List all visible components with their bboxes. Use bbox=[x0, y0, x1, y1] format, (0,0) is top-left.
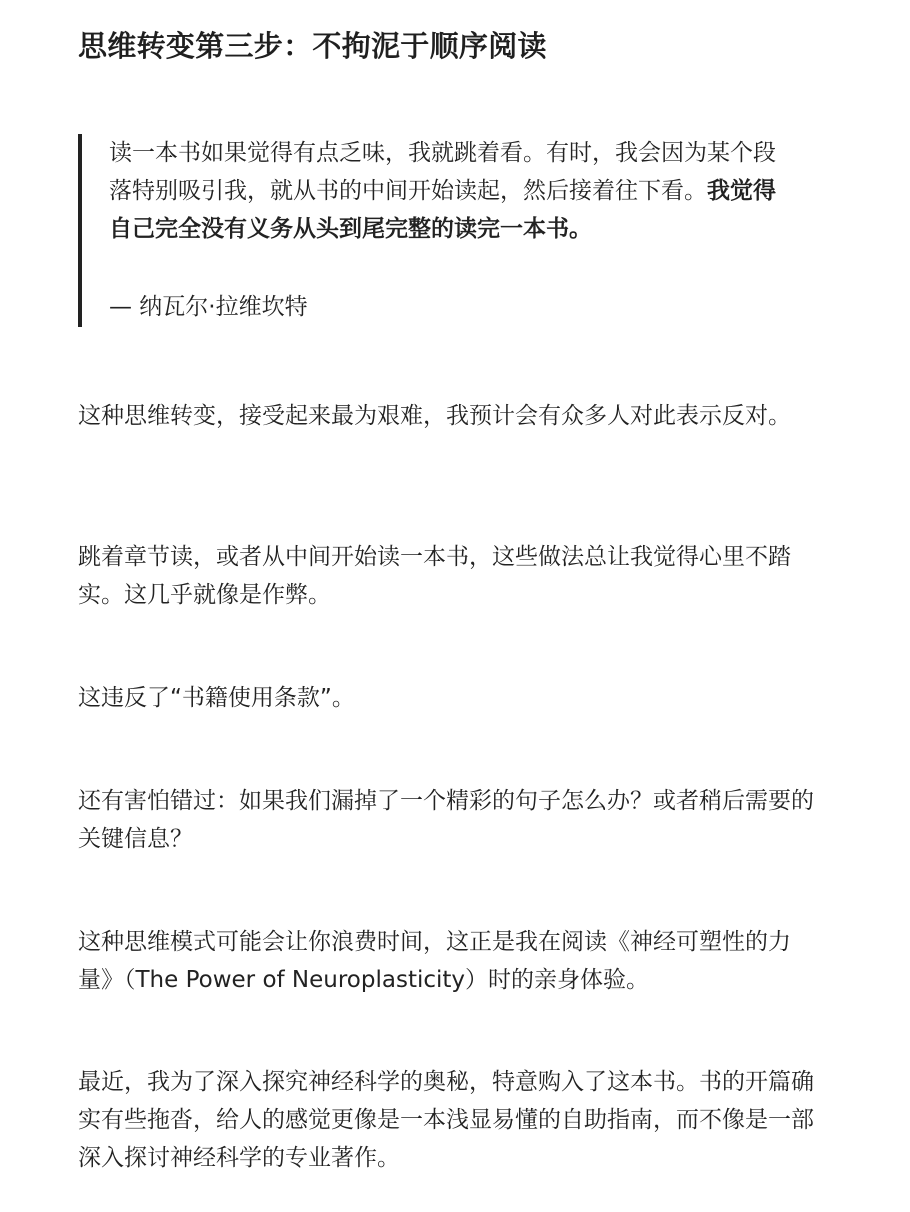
paragraph: 最近，我为了深入探究神经科学的奥秘，特意购入了这本书。书的开篇确实有些拖沓，给人的感觉更像是一本浅显易懂的自助指南，而不像是一部深入探讨神经科学的专业著作。 bbox=[78, 1069, 814, 1171]
quote-text bbox=[109, 134, 798, 248]
paragraph: 还有害怕错过：如果我们漏掉了一个精彩的句子怎么办？或者稍后需要的关键信息？ bbox=[78, 788, 814, 852]
paragraph: 这种思维模式可能会让你浪费时间，这正是我在阅读《神经可塑性的力量》（The Power of Neuroplasticity）时的亲身体验。 bbox=[78, 929, 791, 993]
quote-attribution: — 纳瓦尔·拉维坎特 bbox=[109, 294, 308, 320]
blockquote bbox=[78, 134, 798, 327]
article-title: 思维转变第三步：不拘泥于顺序阅读 bbox=[78, 29, 547, 63]
paragraph: 跳着章节读，或者从中间开始读一本书，这些做法总让我觉得心里不踏实。这几乎就像是作弊。 bbox=[78, 544, 791, 608]
paragraph: 这种思维转变，接受起来最为艰难，我预计会有众多人对此表示反对。 bbox=[78, 403, 791, 429]
paragraph: 这违反了“书籍使用条款”。 bbox=[78, 685, 355, 711]
quote-text-plain: 读一本书如果觉得有点乏味，我就跳着看。有时，我会因为某个段落特别吸引我，就从书的中间开始读起，然后接着往下看。 bbox=[109, 140, 776, 204]
quote-text-emphasis: 我觉得自己完全没有义务从头到尾完整的读完一本书。 bbox=[109, 178, 776, 242]
